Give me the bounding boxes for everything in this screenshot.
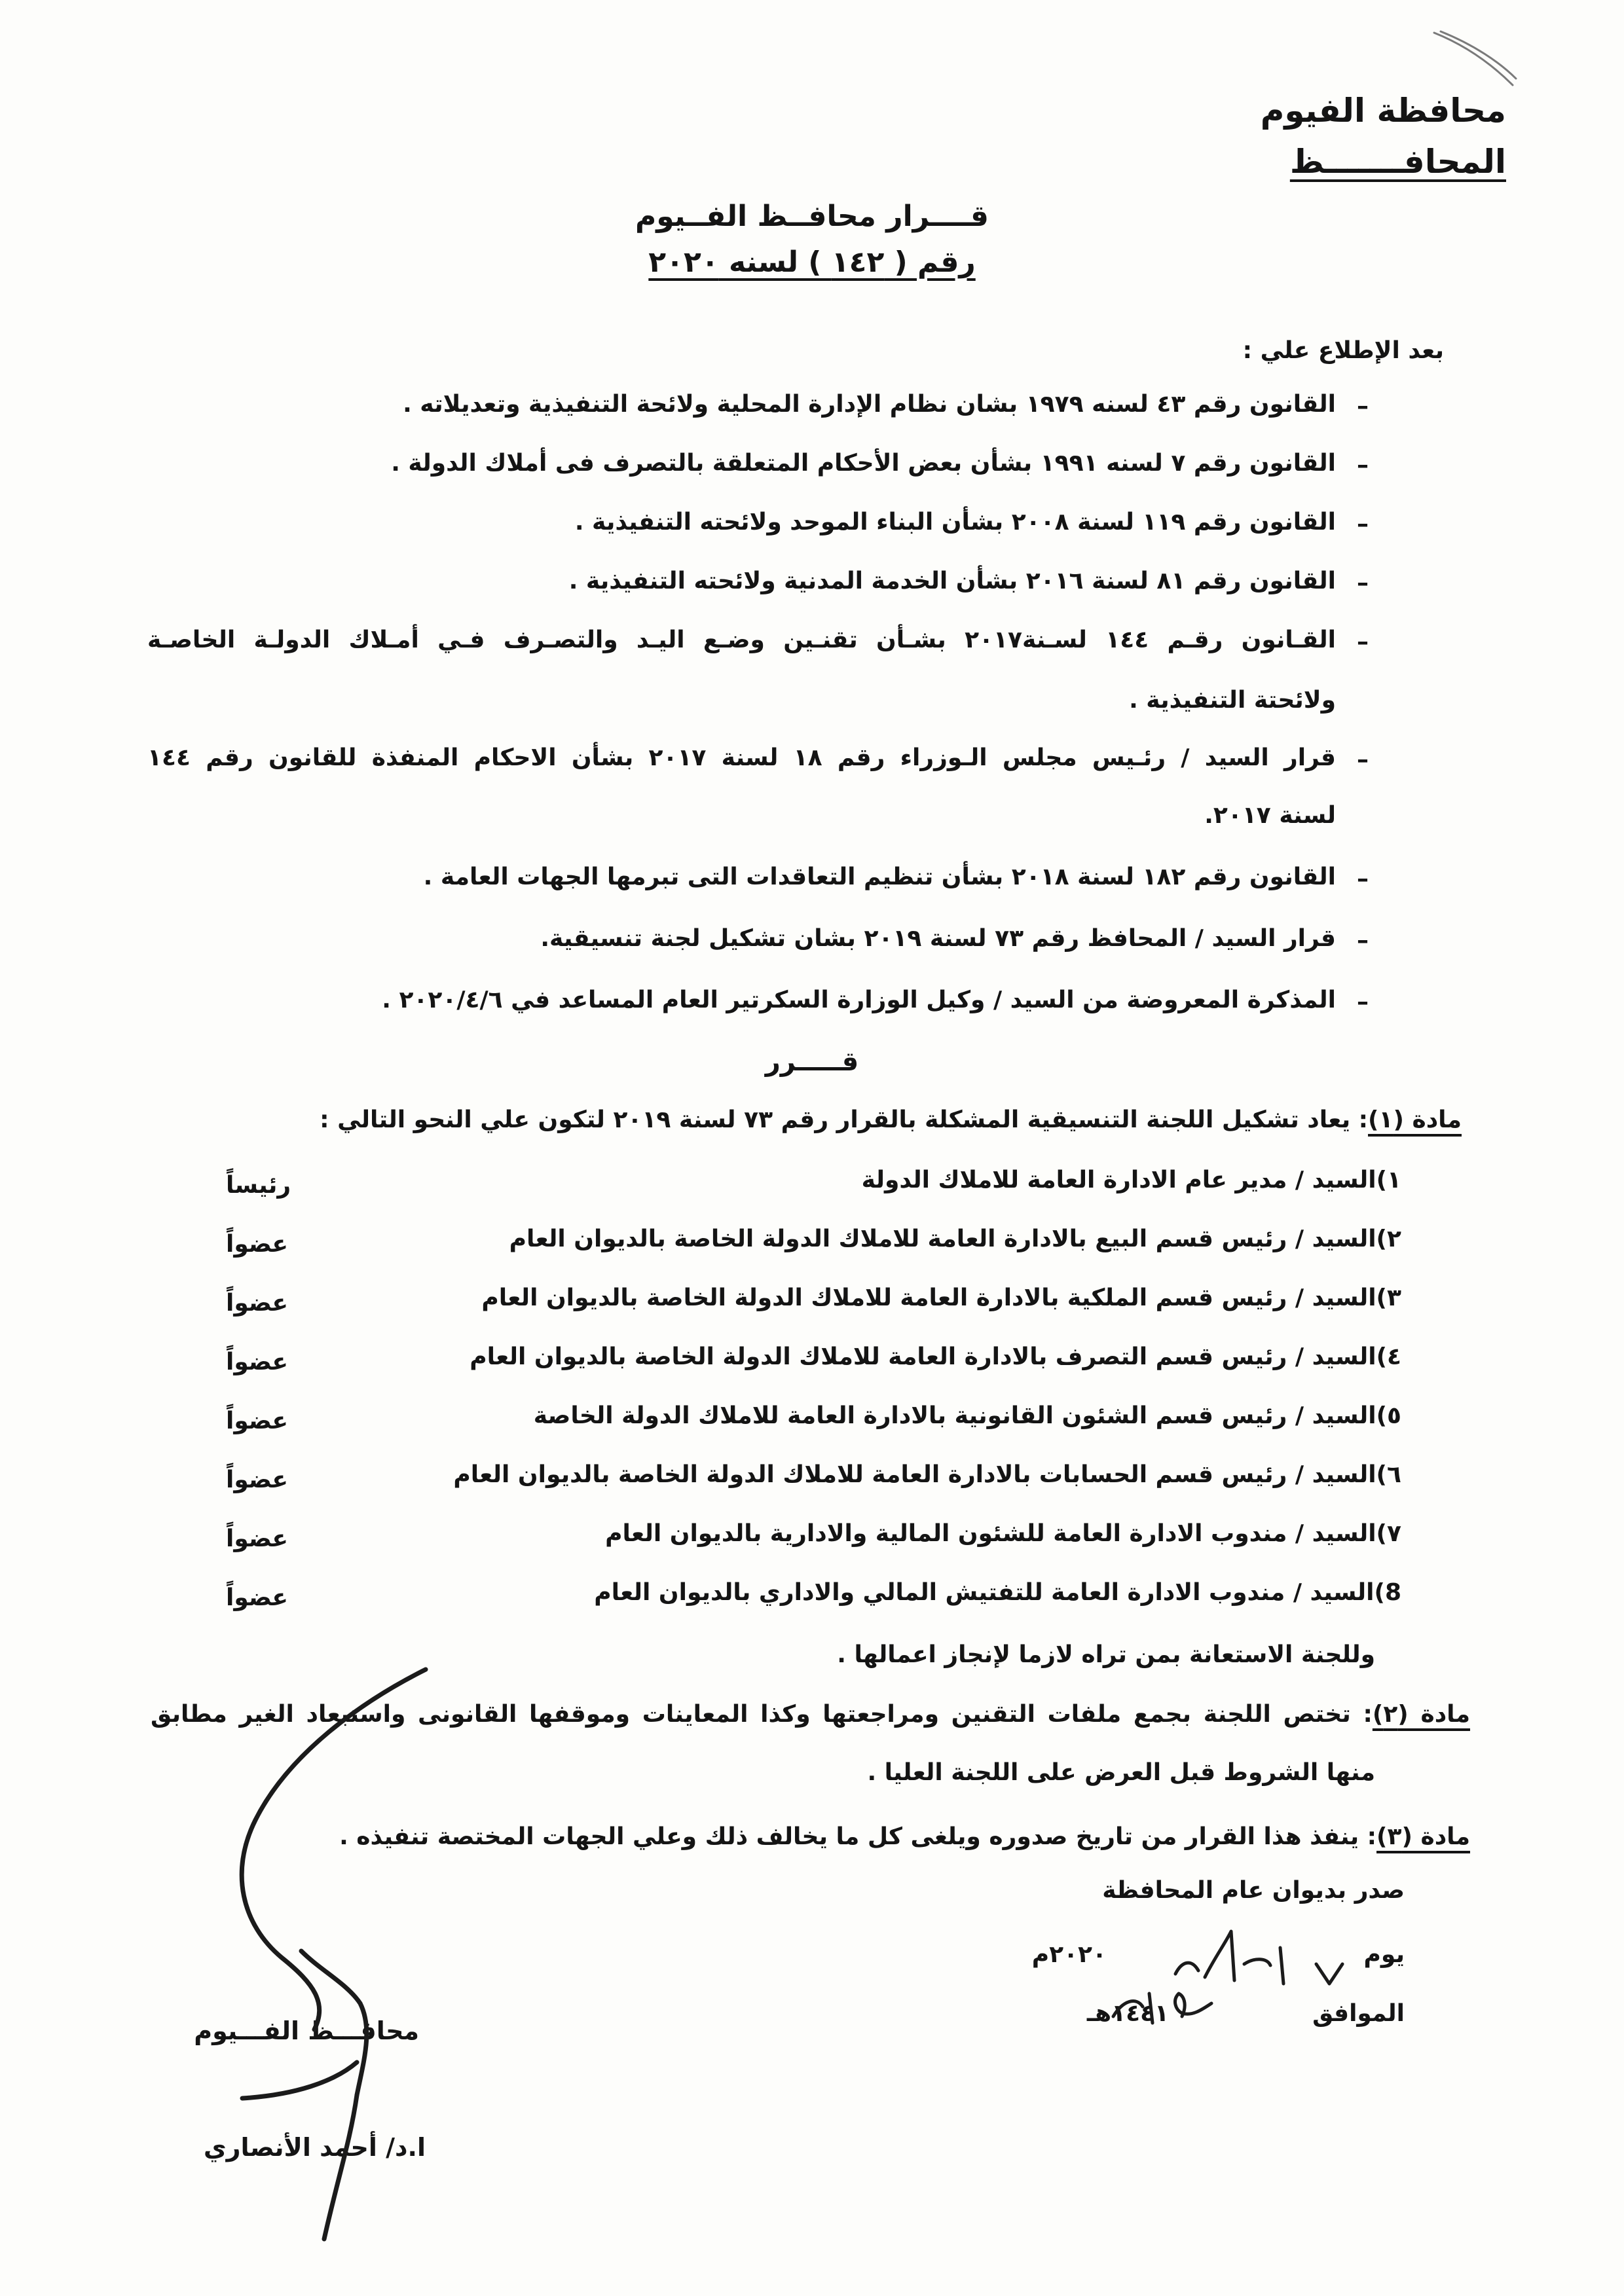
law-item: قرار السيد / المحافظ رقم ٧٣ لسنة ٢٠١٩ بشان تشكيل لجنة تنسيقية. [540,925,1336,952]
bullet: – [1357,570,1369,596]
member-role: عضواً [226,1467,288,1493]
article-1-label: مادة (١) [1368,1106,1462,1133]
law-item: القانون رقم ١٨٢ لسنة ٢٠١٨ بشأن تنظيم التعاقدات التى تبرمها الجهات العامة . [423,864,1336,890]
article-3-text: : ينفذ هذا القرار من تاريخ صدوره ويلغى كل ما يخالف ذلك وعلي الجهات المختصة تنفيذه . [339,1823,1377,1850]
member-role: عضواً [226,1290,288,1317]
bullet: – [1357,629,1369,655]
bullet: – [1357,927,1369,954]
member-role: عضواً [226,1231,288,1258]
bullet: – [1357,511,1369,538]
signature-office: محافـــظ الفـــيوم [194,2016,419,2045]
member-name: ٦)السيد / رئيس قسم الحسابات بالادارة العامة للاملاك الدولة الخاصة بالديوان العام [453,1461,1401,1488]
issued-hijri-value: ١٤٤١هـ [1086,2000,1169,2027]
member-role: عضواً [226,1349,288,1376]
member-role: عضواً [226,1584,288,1611]
law-item: القانون رقم ١١٩ لسنة ٢٠٠٨ بشأن البناء الموحد ولائحته التنفيذية . [574,509,1336,536]
scan-edge-mark [1428,26,1519,92]
decree-number: رقم ( ١٤٢ ) لسنه ٢٠٢٠ [648,246,976,279]
law-item: المذكرة المعروضة من السيد / وكيل الوزارة السكرتير العام المساعد في ٢٠٢٠/٤/٦ . [382,987,1336,1013]
article-2-continuation: منها الشروط قبل العرض على اللجنة العليا . [867,1759,1375,1786]
bullet: – [1357,746,1369,773]
law-item: القانون رقم ٤٣ لسنه ١٩٧٩ بشان نظام الإدارة المحلية ولائحة التنفيذية وتعديلاته . [403,391,1336,418]
member-name: ٧)السيد / مندوب الادارة العامة للشئون المالية والادارية بالديوان العام [605,1520,1401,1547]
governorate-name: محافظة الفيوم [1260,92,1506,130]
handwritten-signature [216,1663,458,2252]
law-item-continuation: ولائحتة التنفيذية . [1129,687,1336,714]
issued-place: صدر بديوان عام المحافظة [1102,1877,1405,1904]
handwritten-date-mark [1035,1918,1401,2030]
issued-day-value: ٢٠٢٠م [1031,1941,1107,1968]
committee-note: وللجنة الاستعانة بمن تراه لازما لإنجاز اعمالها . [837,1641,1375,1668]
member-name: ٤)السيد / رئيس قسم التصرف بالادارة العامة للاملاك الدولة الخاصة بالديوان العام [470,1343,1401,1370]
bullet: – [1357,393,1369,420]
issued-day-label: يوم [1363,1941,1405,1968]
law-item-continuation: لسنة ٢٠١٧. [1204,802,1336,829]
member-role: رئيساً [226,1172,291,1199]
member-name: ٣)السيد / رئيس قسم الملكية بالادارة العامة للاملاك الدولة الخاصة بالديوان العام [481,1285,1401,1311]
article-3-label: مادة (٣) [1376,1823,1470,1850]
preamble: بعد الإطلاع علي : [1242,337,1444,364]
article-1 [320,1106,1462,1133]
law-item: القانون رقم ٧ لسنه ١٩٩١ بشأن بعض الأحكام المتعلقة بالتصرف فى أملاك الدولة . [391,450,1336,477]
bullet: – [1357,452,1369,479]
law-item: القانون رقم ٨١ لسنة ٢٠١٦ بشأن الخدمة المدنية ولائحته التنفيذية . [568,568,1336,594]
member-name: ٥)السيد / رئيس قسم الشئون القانونية بالادارة العامة للاملاك الدولة الخاصة [533,1402,1401,1429]
article-2-label: مادة (٢) [1372,1701,1470,1728]
decision-word: قـــــرر [765,1047,859,1077]
article-3 [339,1823,1470,1850]
member-name: ١)السيد / مدير عام الادارة العامة للاملاك الدولة [861,1167,1401,1194]
member-role: عضواً [226,1525,288,1552]
issued-hijri-label: الموافق [1312,2000,1405,2027]
article-1-text: : يعاد تشكيل اللجنة التنسيقية المشكلة بالقرار رقم ٧٣ لسنة ٢٠١٩ لتكون علي النحو التالي : [320,1106,1369,1133]
bullet: – [1357,866,1369,892]
article-2-text: : تختص اللجنة بجمع ملفات التقنين ومراجعتها وكذا المعاينات وموقفها القانونى واستبعاد الغير مطابق [151,1701,1373,1728]
law-item: القـانون رقـم ١٤٤ لسـنة٢٠١٧ بشـأن تقنـين وضـع اليـد والتصـرف فـي أمـلاك الدولـة الخاصـة [147,627,1337,653]
law-item: قرار السيد / رئـيس مجلس الـوزراء رقم ١٨ لسنة ٢٠١٧ بشأن الاحكام المنفذة للقانون رقم ١٤٤ [147,744,1337,771]
member-role: عضواً [226,1408,288,1434]
bullet: – [1357,989,1369,1015]
office-name: المحافـــــــظ [1289,143,1506,181]
signature-name: ا.د/ أحمد الأنصاري [203,2133,426,2162]
member-name: 8)السيد / مندوب الادارة العامة للتفتيش المالي والاداري بالديوان العام [594,1579,1401,1606]
member-name: ٢)السيد / رئيس قسم البيع بالادارة العامة للاملاك الدولة الخاصة بالديوان العام [509,1226,1401,1252]
decree-title: قــــرار محافــظ الفــيوم [635,200,989,233]
